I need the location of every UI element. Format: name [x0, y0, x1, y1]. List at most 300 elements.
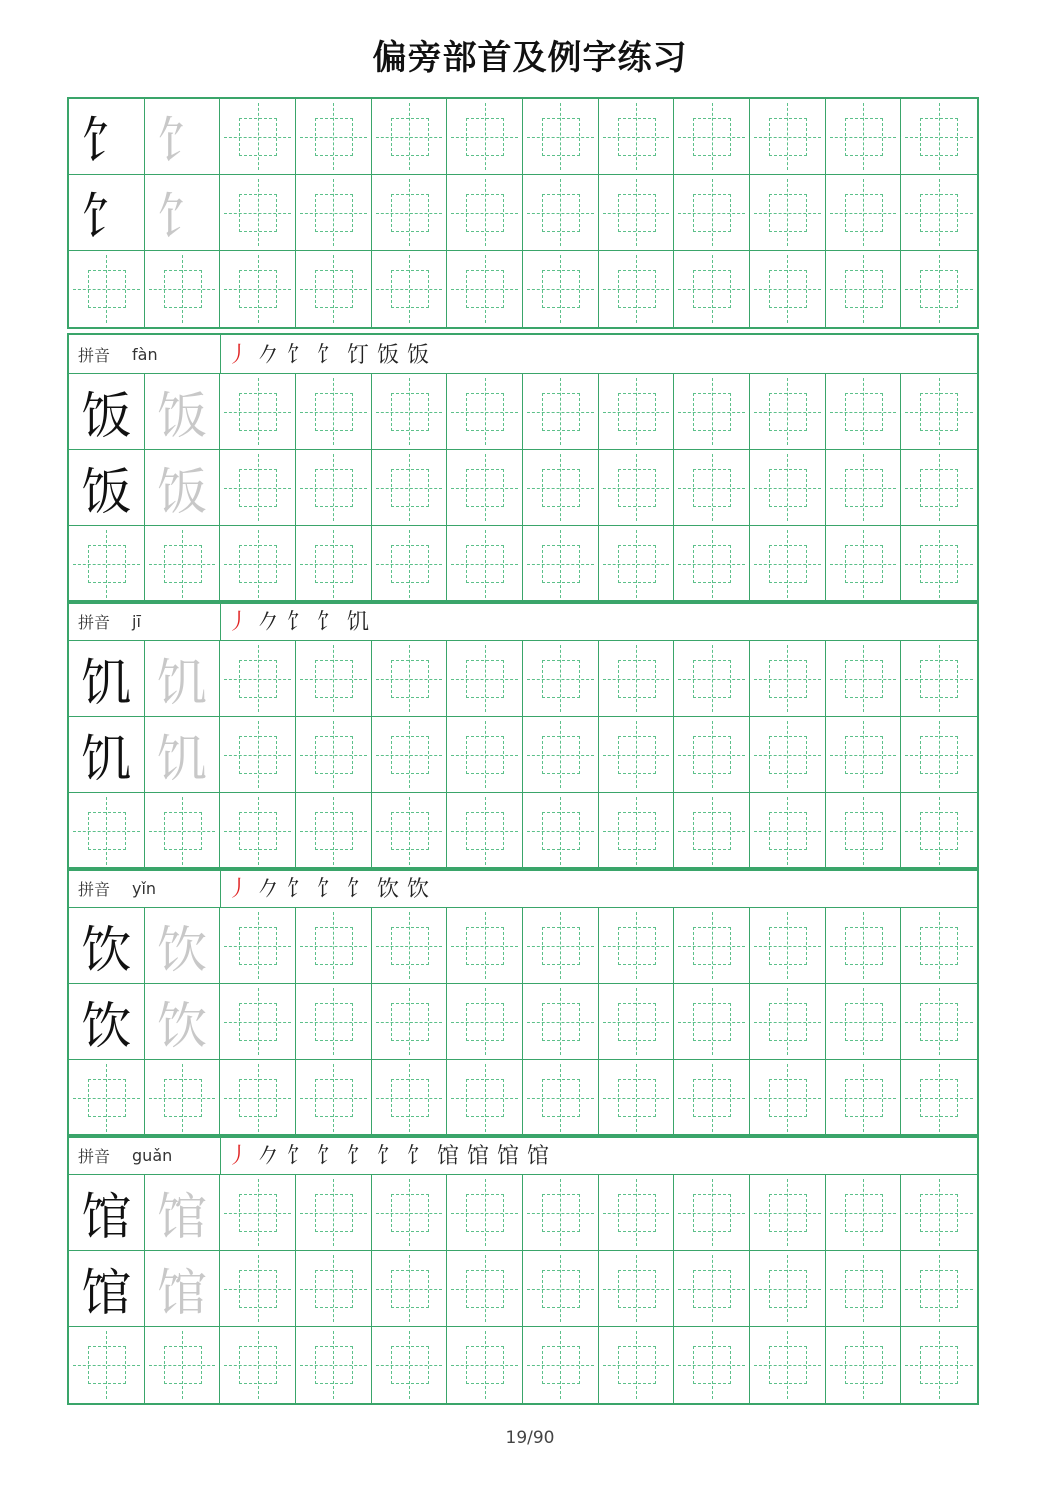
practice-cell: [826, 251, 902, 327]
practice-cell: [901, 374, 977, 450]
practice-cell: [674, 374, 750, 450]
cell-inner-box: [693, 393, 731, 431]
stroke-step: 丿: [226, 877, 249, 902]
practice-cell: [220, 984, 296, 1060]
practice-cell: [599, 251, 675, 327]
cell-inner-box: [769, 660, 807, 698]
trace-character: 馆: [145, 1175, 220, 1250]
cell-inner-box: [239, 469, 277, 507]
cell-inner-box: [693, 812, 731, 850]
practice-cell: [750, 450, 826, 526]
practice-row: [69, 526, 977, 602]
page-title: 偏旁部首及例字练习: [372, 38, 688, 78]
practice-cell: [145, 99, 221, 175]
cell-inner-box: [845, 812, 883, 850]
practice-cell: [220, 251, 296, 327]
cell-inner-box: [391, 927, 429, 965]
cell-inner-box: [618, 1270, 656, 1308]
cell-inner-box: [542, 927, 580, 965]
practice-cell: [296, 984, 372, 1060]
model-character: 馆: [69, 1175, 144, 1250]
practice-cell: [447, 984, 523, 1060]
practice-cell: [69, 526, 145, 602]
cell-inner-box: [769, 118, 807, 156]
cell-inner-box: [542, 118, 580, 156]
cell-inner-box: [618, 660, 656, 698]
cell-inner-box: [920, 469, 958, 507]
practice-cell: [523, 526, 599, 602]
pinyin-label: 拼音: [78, 1146, 111, 1166]
cell-inner-box: [693, 194, 731, 232]
pinyin-box: [69, 869, 221, 907]
cell-inner-box: [466, 736, 504, 774]
practice-cell: [145, 1251, 221, 1327]
model-character: 饭: [69, 450, 144, 525]
pinyin-value: guǎn: [132, 1145, 173, 1165]
practice-cell: [826, 1327, 902, 1403]
practice-cell: [599, 526, 675, 602]
cell-inner-box: [845, 1079, 883, 1117]
practice-cell: [901, 1251, 977, 1327]
cell-inner-box: [845, 660, 883, 698]
practice-cell: [523, 717, 599, 793]
cell-inner-box: [239, 1346, 277, 1384]
stroke-step: 饣: [346, 1144, 369, 1169]
practice-cell: [447, 641, 523, 717]
cell-inner-box: [920, 393, 958, 431]
cell-inner-box: [845, 1346, 883, 1384]
practice-cell: [69, 175, 145, 251]
cell-inner-box: [920, 1194, 958, 1232]
practice-cell: [372, 641, 448, 717]
cell-inner-box: [920, 270, 958, 308]
cell-inner-box: [239, 270, 277, 308]
cell-inner-box: [618, 1003, 656, 1041]
cell-inner-box: [239, 118, 277, 156]
section-header: [69, 602, 977, 641]
practice-row: [69, 984, 977, 1060]
cell-inner-box: [845, 1003, 883, 1041]
practice-cell: [523, 450, 599, 526]
cell-inner-box: [769, 1079, 807, 1117]
stroke-step: 饣: [286, 610, 309, 635]
pinyin-value: jī: [132, 611, 141, 631]
practice-cell: [220, 526, 296, 602]
practice-cell: [674, 641, 750, 717]
cell-inner-box: [693, 736, 731, 774]
cell-inner-box: [239, 1003, 277, 1041]
stroke-step: 丿: [226, 1144, 249, 1169]
section-header: [69, 1136, 977, 1175]
stroke-step: 饣: [346, 877, 369, 902]
practice-cell: [447, 526, 523, 602]
practice-cell: [901, 450, 977, 526]
trace-character: 饥: [145, 717, 220, 792]
stroke-order: [221, 602, 977, 640]
cell-inner-box: [618, 118, 656, 156]
practice-cell: [523, 1327, 599, 1403]
cell-inner-box: [164, 1346, 202, 1384]
cell-inner-box: [542, 1003, 580, 1041]
cell-inner-box: [315, 545, 353, 583]
cell-inner-box: [542, 1346, 580, 1384]
practice-row: [69, 793, 977, 869]
cell-inner-box: [769, 393, 807, 431]
cell-inner-box: [315, 736, 353, 774]
cell-inner-box: [920, 1346, 958, 1384]
cell-inner-box: [542, 660, 580, 698]
practice-cell: [372, 1175, 448, 1251]
cell-inner-box: [466, 545, 504, 583]
cell-inner-box: [391, 194, 429, 232]
practice-cell: [145, 984, 221, 1060]
pinyin-label: 拼音: [78, 879, 111, 899]
cell-inner-box: [542, 393, 580, 431]
cell-inner-box: [920, 1270, 958, 1308]
practice-cell: [220, 99, 296, 175]
practice-cell: [372, 717, 448, 793]
cell-inner-box: [845, 736, 883, 774]
practice-cell: [372, 251, 448, 327]
cell-inner-box: [920, 1079, 958, 1117]
practice-cell: [750, 984, 826, 1060]
practice-cell: [69, 717, 145, 793]
practice-cell: [220, 717, 296, 793]
practice-cell: [447, 450, 523, 526]
cell-inner-box: [769, 1194, 807, 1232]
cell-inner-box: [845, 194, 883, 232]
cell-inner-box: [239, 1194, 277, 1232]
pinyin-box: [69, 1136, 221, 1174]
practice-cell: [674, 984, 750, 1060]
practice-cell: [447, 374, 523, 450]
radical-practice-grid: [67, 97, 979, 329]
cell-inner-box: [315, 1270, 353, 1308]
cell-inner-box: [391, 545, 429, 583]
stroke-step: 饣: [286, 877, 309, 902]
cell-inner-box: [466, 927, 504, 965]
cell-inner-box: [769, 1270, 807, 1308]
practice-cell: [901, 1327, 977, 1403]
cell-inner-box: [466, 270, 504, 308]
practice-cell: [901, 908, 977, 984]
practice-cell: [901, 526, 977, 602]
cell-inner-box: [466, 1003, 504, 1041]
practice-cell: [523, 793, 599, 869]
stroke-step: 𠂊: [256, 877, 279, 902]
practice-cell: [145, 641, 221, 717]
practice-cell: [69, 641, 145, 717]
cell-inner-box: [88, 545, 126, 583]
cell-inner-box: [391, 812, 429, 850]
cell-inner-box: [618, 270, 656, 308]
practice-cell: [826, 450, 902, 526]
cell-inner-box: [618, 1346, 656, 1384]
cell-inner-box: [769, 1346, 807, 1384]
cell-inner-box: [466, 194, 504, 232]
cell-inner-box: [391, 736, 429, 774]
practice-cell: [750, 1251, 826, 1327]
cell-inner-box: [391, 118, 429, 156]
cell-inner-box: [466, 393, 504, 431]
practice-cell: [220, 1251, 296, 1327]
practice-cell: [447, 1060, 523, 1136]
practice-cell: [674, 1251, 750, 1327]
cell-inner-box: [164, 270, 202, 308]
cell-inner-box: [769, 270, 807, 308]
practice-cell: [523, 374, 599, 450]
cell-inner-box: [239, 393, 277, 431]
cell-inner-box: [618, 194, 656, 232]
cell-inner-box: [618, 393, 656, 431]
cell-inner-box: [920, 927, 958, 965]
practice-cell: [826, 526, 902, 602]
practice-cell: [447, 99, 523, 175]
stroke-step: 饭: [376, 343, 399, 368]
practice-cell: [69, 793, 145, 869]
cell-inner-box: [466, 118, 504, 156]
cell-inner-box: [542, 545, 580, 583]
trace-character: 饮: [145, 984, 220, 1059]
practice-cell: [599, 717, 675, 793]
practice-cell: [69, 984, 145, 1060]
practice-cell: [145, 793, 221, 869]
practice-cell: [372, 1060, 448, 1136]
pinyin-box: [69, 335, 221, 373]
practice-cell: [145, 175, 221, 251]
character-section: [67, 1134, 979, 1405]
practice-cell: [750, 793, 826, 869]
practice-cell: [901, 717, 977, 793]
practice-cell: [599, 99, 675, 175]
stroke-step: 饮: [376, 877, 399, 902]
cell-inner-box: [542, 1194, 580, 1232]
cell-inner-box: [391, 1194, 429, 1232]
pinyin-value: fàn: [132, 344, 158, 364]
practice-cell: [145, 374, 221, 450]
cell-inner-box: [769, 736, 807, 774]
practice-cell: [674, 450, 750, 526]
practice-cell: [296, 374, 372, 450]
cell-inner-box: [542, 812, 580, 850]
practice-cell: [145, 717, 221, 793]
page-number: 19/90: [505, 1428, 555, 1448]
cell-inner-box: [769, 1003, 807, 1041]
practice-cell: [750, 717, 826, 793]
cell-inner-box: [769, 927, 807, 965]
practice-cell: [372, 793, 448, 869]
cell-inner-box: [693, 1079, 731, 1117]
practice-cell: [220, 175, 296, 251]
stroke-step: 𠂊: [256, 610, 279, 635]
cell-inner-box: [391, 270, 429, 308]
practice-cell: [599, 1251, 675, 1327]
cell-inner-box: [466, 1270, 504, 1308]
practice-cell: [523, 1175, 599, 1251]
practice-cell: [901, 984, 977, 1060]
stroke-step: 饥: [346, 610, 369, 635]
cell-inner-box: [315, 469, 353, 507]
stroke-step: 饣: [406, 1144, 429, 1169]
stroke-step: 饣: [376, 1144, 399, 1169]
cell-inner-box: [239, 1079, 277, 1117]
practice-cell: [750, 175, 826, 251]
cell-inner-box: [164, 1079, 202, 1117]
practice-cell: [599, 641, 675, 717]
practice-cell: [674, 251, 750, 327]
cell-inner-box: [618, 927, 656, 965]
practice-cell: [826, 175, 902, 251]
cell-inner-box: [542, 1270, 580, 1308]
practice-cell: [750, 374, 826, 450]
practice-cell: [372, 175, 448, 251]
cell-inner-box: [845, 393, 883, 431]
stroke-step: 丿: [226, 610, 249, 635]
practice-cell: [447, 793, 523, 869]
pinyin-box: [69, 602, 221, 640]
cell-inner-box: [618, 736, 656, 774]
cell-inner-box: [693, 660, 731, 698]
practice-cell: [220, 908, 296, 984]
practice-cell: [826, 374, 902, 450]
practice-cell: [296, 99, 372, 175]
cell-inner-box: [920, 118, 958, 156]
practice-cell: [220, 374, 296, 450]
practice-cell: [901, 1175, 977, 1251]
practice-cell: [826, 984, 902, 1060]
practice-cell: [220, 450, 296, 526]
practice-cell: [826, 1060, 902, 1136]
practice-cell: [296, 1060, 372, 1136]
model-character: 饥: [69, 641, 144, 716]
practice-cell: [901, 641, 977, 717]
practice-cell: [599, 1060, 675, 1136]
cell-inner-box: [466, 812, 504, 850]
practice-cell: [69, 1251, 145, 1327]
cell-inner-box: [920, 660, 958, 698]
stroke-step: 馆: [466, 1144, 489, 1169]
model-character: 饭: [69, 374, 144, 449]
trace-character: 饣: [145, 175, 220, 250]
practice-cell: [296, 175, 372, 251]
practice-cell: [145, 1327, 221, 1403]
practice-cell: [599, 793, 675, 869]
cell-inner-box: [164, 812, 202, 850]
model-character: 饥: [69, 717, 144, 792]
practice-cell: [447, 251, 523, 327]
stroke-order: [221, 1136, 977, 1174]
cell-inner-box: [845, 927, 883, 965]
cell-inner-box: [618, 545, 656, 583]
practice-cell: [901, 793, 977, 869]
model-character: 馆: [69, 1251, 144, 1326]
practice-cell: [69, 450, 145, 526]
cell-inner-box: [542, 270, 580, 308]
practice-cell: [447, 908, 523, 984]
practice-cell: [674, 526, 750, 602]
cell-inner-box: [920, 194, 958, 232]
practice-cell: [296, 641, 372, 717]
cell-inner-box: [693, 545, 731, 583]
cell-inner-box: [391, 393, 429, 431]
cell-inner-box: [315, 1079, 353, 1117]
practice-cell: [372, 374, 448, 450]
model-character: 饮: [69, 908, 144, 983]
cell-inner-box: [542, 736, 580, 774]
practice-cell: [750, 251, 826, 327]
practice-cell: [69, 374, 145, 450]
practice-cell: [826, 99, 902, 175]
practice-cell: [447, 1175, 523, 1251]
practice-cell: [69, 251, 145, 327]
practice-cell: [523, 251, 599, 327]
practice-cell: [145, 251, 221, 327]
pinyin-label: 拼音: [78, 345, 111, 365]
cell-inner-box: [693, 1194, 731, 1232]
cell-inner-box: [466, 1079, 504, 1117]
practice-cell: [69, 99, 145, 175]
practice-cell: [447, 175, 523, 251]
practice-cell: [826, 1251, 902, 1327]
practice-cell: [523, 1251, 599, 1327]
cell-inner-box: [239, 736, 277, 774]
practice-cell: [372, 450, 448, 526]
practice-cell: [826, 1175, 902, 1251]
cell-inner-box: [315, 812, 353, 850]
cell-inner-box: [693, 469, 731, 507]
practice-cell: [826, 908, 902, 984]
cell-inner-box: [239, 194, 277, 232]
practice-cell: [901, 251, 977, 327]
practice-cell: [296, 793, 372, 869]
practice-cell: [750, 1327, 826, 1403]
practice-cell: [372, 908, 448, 984]
practice-cell: [296, 1251, 372, 1327]
cell-inner-box: [693, 1346, 731, 1384]
cell-inner-box: [315, 194, 353, 232]
practice-cell: [599, 908, 675, 984]
practice-cell: [523, 175, 599, 251]
stroke-step: 馆: [496, 1144, 519, 1169]
cell-inner-box: [466, 660, 504, 698]
stroke-step: 馆: [526, 1144, 549, 1169]
cell-inner-box: [845, 270, 883, 308]
cell-inner-box: [920, 812, 958, 850]
trace-character: 饭: [145, 374, 220, 449]
practice-cell: [447, 717, 523, 793]
cell-inner-box: [239, 545, 277, 583]
practice-cell: [674, 793, 750, 869]
practice-row: [69, 1060, 977, 1136]
practice-row: [69, 251, 977, 327]
cell-inner-box: [315, 1346, 353, 1384]
stroke-step: 馆: [436, 1144, 459, 1169]
practice-cell: [372, 984, 448, 1060]
character-section: [67, 867, 979, 1138]
cell-inner-box: [845, 118, 883, 156]
practice-cell: [523, 641, 599, 717]
cell-inner-box: [920, 1003, 958, 1041]
practice-cell: [901, 1060, 977, 1136]
practice-cell: [674, 1060, 750, 1136]
trace-character: 饣: [145, 99, 220, 174]
cell-inner-box: [618, 469, 656, 507]
section-header: [69, 335, 977, 374]
cell-inner-box: [618, 1079, 656, 1117]
character-section: [67, 333, 979, 604]
practice-cell: [145, 1060, 221, 1136]
practice-cell: [826, 793, 902, 869]
